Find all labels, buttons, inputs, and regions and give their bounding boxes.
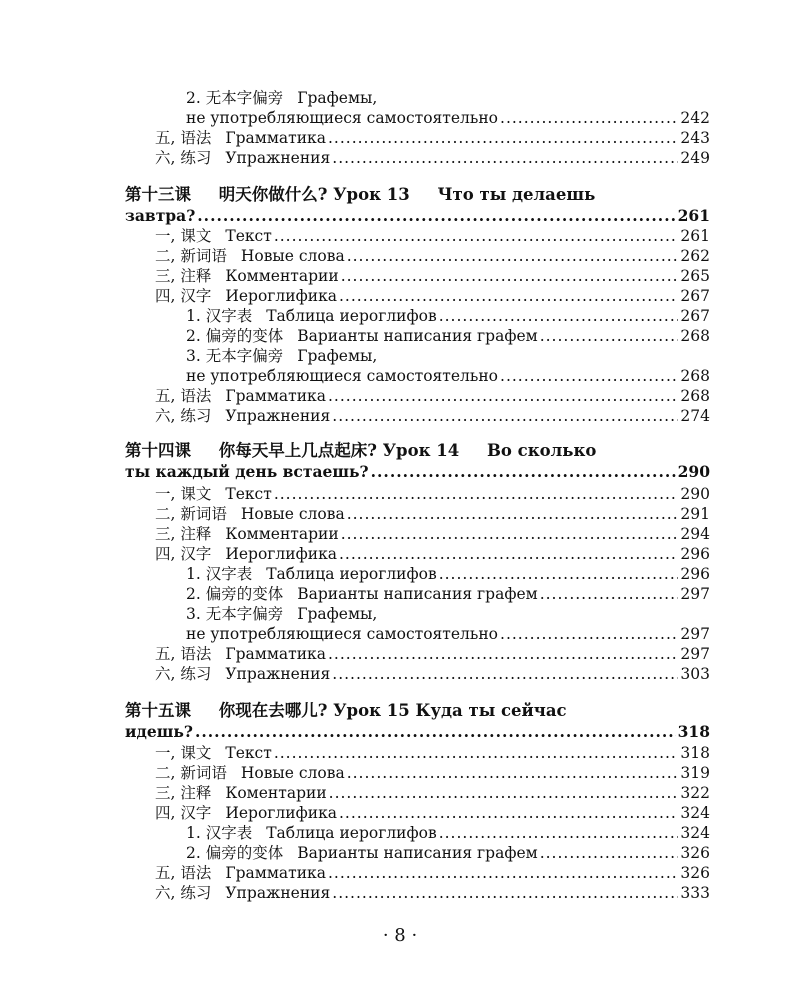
leader-dots — [500, 108, 678, 128]
lesson-label: Урок 13 — [333, 185, 410, 204]
lesson-heading — [125, 440, 596, 462]
entry-number: 四, 汉字 — [155, 287, 212, 305]
entry-page: 267 — [680, 307, 710, 325]
entry-title: Комментарии — [225, 525, 339, 543]
lesson-page: 261 — [677, 206, 710, 225]
entry-number: 六, 练习 — [155, 149, 212, 167]
lesson-number: 第十四课 — [125, 441, 191, 460]
entry-title: Таблица иероглифов — [266, 565, 437, 583]
leader-dots — [274, 484, 679, 504]
entry-page: 297 — [680, 585, 710, 603]
entry-number: 四, 汉字 — [155, 545, 212, 563]
entry-page: 268 — [680, 327, 710, 345]
entry-number: 2. 偏旁的变体 — [186, 327, 284, 345]
toc-entry — [186, 624, 710, 644]
leader-dots — [341, 266, 679, 286]
entry-title: не употребляющиеся самостоятельно — [186, 625, 499, 643]
toc-entry — [186, 564, 710, 584]
leader-dots — [339, 803, 678, 823]
toc-entry — [186, 843, 710, 863]
entry-title: Варианты написания графем — [297, 844, 538, 862]
leader-dots — [500, 624, 678, 644]
lesson-title-ru: Что ты делаешь — [437, 185, 596, 204]
entry-number: 2. 偏旁的变体 — [186, 844, 284, 862]
entry-title: Упражнения — [225, 407, 331, 425]
entry-title: Варианты написания графем — [297, 585, 538, 603]
toc-entry — [155, 803, 710, 823]
leader-dots — [328, 644, 678, 664]
leader-dots — [197, 206, 675, 226]
leader-dots — [347, 246, 679, 266]
toc-entry — [186, 346, 710, 366]
entry-page: 319 — [680, 764, 710, 782]
lesson-heading-line — [125, 462, 710, 482]
entry-title: Грамматика — [225, 129, 326, 147]
lesson-heading — [125, 700, 567, 722]
entry-number: 1. 汉字表 — [186, 565, 253, 583]
entry-title: не употребляющиеся самостоятельно — [186, 109, 499, 127]
entry-number: 三, 注释 — [155, 784, 212, 802]
entry-title: Таблица иероглифов — [266, 824, 437, 842]
lesson-number: 第十三课 — [125, 185, 191, 204]
entry-number: 三, 注释 — [155, 525, 212, 543]
toc-entry — [155, 783, 710, 803]
entry-number: 3. 无本字偏旁 — [186, 347, 284, 365]
leader-dots — [274, 226, 679, 246]
leader-dots — [540, 843, 679, 863]
entry-title: Новые слова — [240, 764, 345, 782]
leader-dots — [332, 406, 678, 426]
entry-page: 268 — [680, 367, 710, 385]
toc-entry — [186, 306, 710, 326]
entry-title: Текст — [225, 485, 272, 503]
leader-dots — [328, 863, 678, 883]
toc-entry — [155, 644, 710, 664]
leader-dots — [339, 544, 678, 564]
leader-dots — [341, 524, 679, 544]
entry-page: 297 — [680, 645, 710, 663]
leader-dots — [328, 128, 678, 148]
entry-number: 一, 课文 — [155, 485, 212, 503]
entry-page: 291 — [680, 505, 710, 523]
leader-dots — [332, 148, 678, 168]
entry-page: 267 — [680, 287, 710, 305]
entry-title: Иероглифика — [225, 545, 337, 563]
toc-entry — [186, 584, 710, 604]
toc-entry — [155, 544, 710, 564]
entry-number: 六, 练习 — [155, 884, 212, 902]
entry-number: 二, 新词语 — [155, 505, 227, 523]
leader-dots — [332, 664, 678, 684]
entry-page: 296 — [680, 545, 710, 563]
entry-number: 1. 汉字表 — [186, 824, 253, 842]
lesson-heading-line — [125, 206, 710, 226]
entry-page: 274 — [680, 407, 710, 425]
entry-page: 322 — [680, 784, 710, 802]
entry-page: 296 — [680, 565, 710, 583]
entry-page: 265 — [680, 267, 710, 285]
leader-dots — [439, 564, 679, 584]
entry-title: Грамматика — [225, 864, 326, 882]
entry-page: 326 — [680, 864, 710, 882]
entry-title: Иероглифика — [225, 287, 337, 305]
entry-page: 249 — [680, 149, 710, 167]
toc-entry — [186, 823, 710, 843]
entry-page: 290 — [680, 485, 710, 503]
entry-page: 261 — [680, 227, 710, 245]
lesson-title-zh: 你现在去哪儿? — [218, 701, 328, 720]
lesson-title-ru-cont: идешь? — [125, 722, 193, 741]
entry-page: 324 — [680, 804, 710, 822]
leader-dots — [274, 743, 679, 763]
leader-dots — [195, 722, 676, 742]
toc-entry — [155, 524, 710, 544]
toc-entry — [155, 743, 710, 763]
leader-dots — [439, 306, 679, 326]
entry-number: 五, 语法 — [155, 129, 212, 147]
leader-dots — [371, 462, 676, 482]
leader-dots — [540, 584, 679, 604]
toc-entry — [186, 604, 710, 624]
entry-title: Таблица иероглифов — [266, 307, 437, 325]
toc-entry — [155, 664, 710, 684]
toc-entry — [186, 326, 710, 346]
entry-page: 242 — [680, 109, 710, 127]
lesson-label: Урок 14 — [382, 441, 460, 460]
entry-page: 294 — [680, 525, 710, 543]
entry-title: Текст — [225, 744, 272, 762]
entry-page: 303 — [680, 665, 710, 683]
entry-title: Графемы, — [297, 605, 378, 623]
page-number: · 8 · — [382, 925, 418, 946]
entry-title: Упражнения — [225, 884, 331, 902]
entry-title: Комментарии — [225, 267, 339, 285]
leader-dots — [347, 504, 679, 524]
entry-title: Графемы, — [297, 347, 378, 365]
toc-entry — [186, 88, 710, 108]
entry-title: Новые слова — [240, 247, 345, 265]
lesson-heading-line — [125, 722, 710, 742]
toc-entry — [155, 266, 710, 286]
lesson-title-ru-cont: ты каждый день встаешь? — [125, 462, 369, 481]
lesson-title-zh: 你每天早上几点起床? — [218, 441, 377, 460]
toc-entry — [186, 108, 710, 128]
lesson-number: 第十五课 — [125, 701, 191, 720]
toc-entry — [155, 863, 710, 883]
leader-dots — [329, 783, 679, 803]
toc-entry — [155, 286, 710, 306]
entry-number: 2. 偏旁的变体 — [186, 585, 284, 603]
entry-title: Варианты написания графем — [297, 327, 538, 345]
entry-number: 六, 练习 — [155, 407, 212, 425]
entry-title: Иероглифика — [225, 804, 337, 822]
entry-number: 3. 无本字偏旁 — [186, 605, 284, 623]
entry-number: 一, 课文 — [155, 744, 212, 762]
entry-page: 297 — [680, 625, 710, 643]
entry-number: 2. 无本字偏旁 — [186, 89, 284, 107]
entry-number: 二, 新词语 — [155, 764, 227, 782]
leader-dots — [347, 763, 679, 783]
lesson-title-zh: 明天你做什么? — [218, 185, 328, 204]
lesson-title-ru: Во сколько — [486, 441, 597, 460]
toc-entry — [155, 148, 710, 168]
entry-page: 262 — [680, 247, 710, 265]
entry-title: Новые слова — [240, 505, 345, 523]
toc-entry — [155, 484, 710, 504]
entry-title: Грамматика — [225, 387, 326, 405]
toc-entry — [155, 504, 710, 524]
leader-dots — [540, 326, 679, 346]
toc-entry — [155, 763, 710, 783]
toc-entry — [155, 128, 710, 148]
entry-page: 243 — [680, 129, 710, 147]
entry-title: Упражнения — [225, 665, 331, 683]
toc-entry — [155, 226, 710, 246]
entry-page: 324 — [680, 824, 710, 842]
lesson-page: 318 — [677, 722, 710, 741]
entry-number: 五, 语法 — [155, 645, 212, 663]
entry-number: 三, 注释 — [155, 267, 212, 285]
leader-dots — [328, 386, 678, 406]
lesson-title-ru: Куда ты сейчас — [415, 701, 567, 720]
lesson-label: Урок 15 — [333, 701, 410, 720]
toc-entry — [155, 406, 710, 426]
entry-number: 四, 汉字 — [155, 804, 212, 822]
leader-dots — [332, 883, 678, 903]
entry-number: 一, 课文 — [155, 227, 212, 245]
toc-entry — [155, 386, 710, 406]
leader-dots — [500, 366, 678, 386]
lesson-page: 290 — [677, 462, 710, 481]
entry-page: 268 — [680, 387, 710, 405]
entry-page: 333 — [680, 884, 710, 902]
entry-title: Упражнения — [225, 149, 331, 167]
entry-page: 326 — [680, 844, 710, 862]
lesson-title-ru-cont: завтра? — [125, 206, 196, 225]
entry-number: 五, 语法 — [155, 387, 212, 405]
entry-title: Грамматика — [225, 645, 326, 663]
entry-number: 二, 新词语 — [155, 247, 227, 265]
leader-dots — [339, 286, 678, 306]
entry-title: Графемы, — [297, 89, 378, 107]
entry-title: Коментарии — [225, 784, 327, 802]
entry-page: 318 — [680, 744, 710, 762]
toc-entry — [155, 883, 710, 903]
toc-entry — [186, 366, 710, 386]
entry-title: не употребляющиеся самостоятельно — [186, 367, 499, 385]
leader-dots — [439, 823, 679, 843]
entry-number: 五, 语法 — [155, 864, 212, 882]
entry-number: 1. 汉字表 — [186, 307, 253, 325]
toc-entry — [155, 246, 710, 266]
lesson-heading — [125, 184, 595, 206]
entry-number: 六, 练习 — [155, 665, 212, 683]
entry-title: Текст — [225, 227, 272, 245]
